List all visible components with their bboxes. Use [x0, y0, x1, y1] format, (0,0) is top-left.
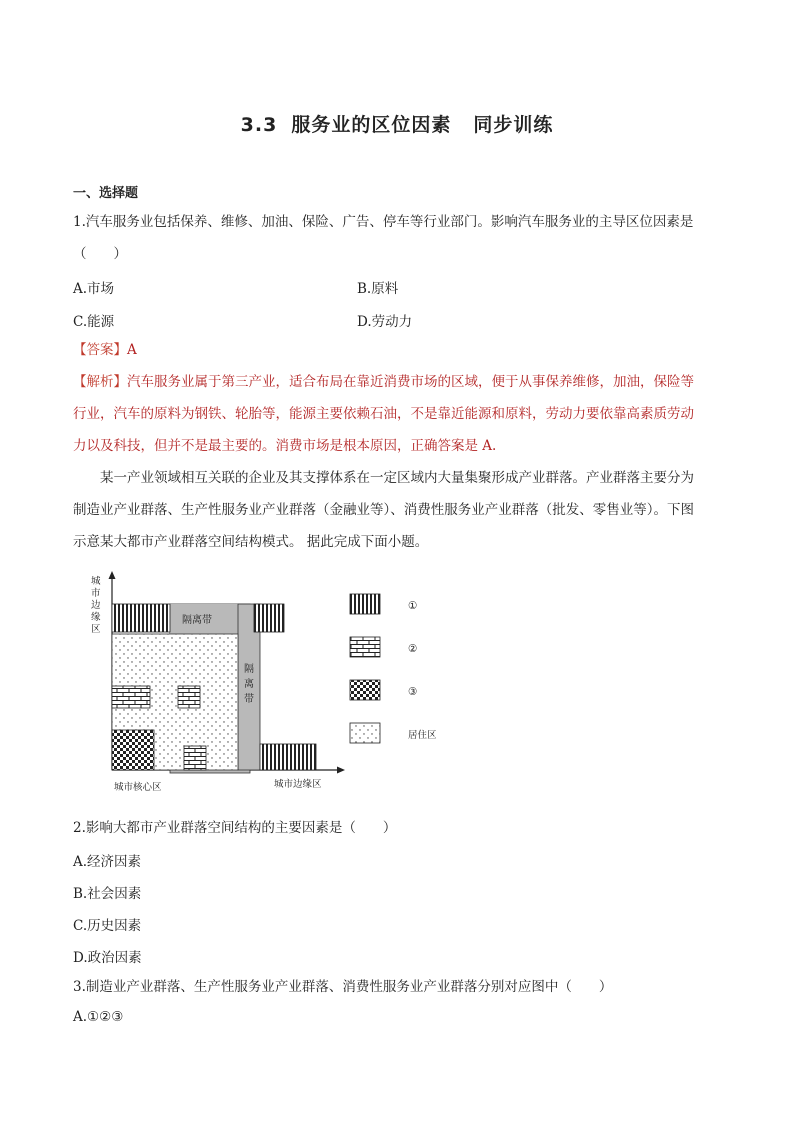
q2-option-b: B.社会因素 [73, 886, 142, 902]
q1-analysis-line1 [73, 372, 694, 392]
title-topic: 服务业的区位因素 [291, 114, 452, 136]
q1-answer [73, 340, 137, 360]
q1-option-b: B.原料 [357, 281, 399, 297]
q1-stem-line2: （ ） [73, 246, 127, 262]
cluster-2-bottom [184, 746, 206, 770]
x-axis-arrow-icon [337, 767, 345, 774]
section-heading: 一、选择题 [73, 186, 139, 201]
cluster-2-left [112, 686, 150, 708]
answer-tag: 【答案】 [73, 342, 127, 358]
legend-swatch-2 [350, 637, 380, 657]
title-subtitle: 同步训练 [473, 114, 554, 136]
material-line1: 某一产业领域相互关联的企业及其支撑体系在一定区域内大量集聚形成产业群落。产业群落主要分为 [73, 470, 694, 486]
material-line3: 示意某大都市产业群落空间结构模式。 据此完成下面小题。 [73, 534, 429, 550]
origin-label: 城市核心区 [114, 782, 162, 793]
q2-option-c: C.历史因素 [73, 918, 142, 934]
belt-right-label-1: 隔 [244, 664, 254, 675]
legend-label-residential: 居住区 [408, 730, 437, 741]
q1-analysis-line3: 力以及科技，但并不是最主要的。消费市场是根本原因，正确答案是 A. [73, 438, 497, 454]
belt-right-label-3: 带 [244, 694, 254, 705]
analysis-tag: 【解析】 [73, 374, 127, 390]
legend-swatch-1 [350, 594, 380, 614]
legend-label-3: ③ [408, 686, 418, 698]
q3-option-a: A.①②③ [73, 1009, 124, 1025]
q1-option-c: C.能源 [73, 314, 115, 330]
legend [350, 594, 437, 743]
title-number: 3.3 [240, 114, 278, 136]
cluster-2-center [178, 686, 200, 708]
cluster-structure-diagram [78, 568, 448, 798]
y-axis-label-4: 缘 [91, 612, 101, 623]
answer-value: A [127, 342, 137, 358]
page-title [0, 110, 794, 137]
q1-analysis-line2: 行业，汽车的原料为钢铁、轮胎等，能源主要依赖石油，不是靠近能源和原料，劳动力要依靠高素质劳动 [73, 406, 694, 422]
y-axis-label-5: 区 [91, 624, 101, 635]
cluster-1-top [112, 604, 170, 632]
material-line2: 制造业产业群落、生产性服务业产业群落（金融业等）、消费性服务业产业群落（批发、零售业等）。下图 [73, 502, 694, 518]
cluster-1-right [260, 744, 316, 770]
legend-swatch-3 [350, 680, 380, 700]
y-axis-label-1: 城 [91, 576, 101, 587]
q3-stem: 3.制造业产业群落、生产性服务业产业群落、消费性服务业产业群落分别对应图中（ ） [73, 979, 613, 995]
y-axis-arrow-icon [109, 571, 116, 579]
cluster-3-core [112, 730, 154, 770]
q2-stem: 2.影响大都市产业群落空间结构的主要因素是（ ） [73, 820, 397, 836]
legend-label-2: ② [408, 643, 418, 655]
q2-option-a: A.经济因素 [73, 854, 142, 870]
belt-right-label-2: 离 [244, 679, 254, 690]
q1-stem-line1: 1.汽车服务业包括保养、维修、加油、保险、广告、停车等行业部门。影响汽车服务业的主导区位因素是 [73, 214, 694, 230]
cluster-1-corner [254, 604, 284, 632]
q2-option-d: D.政治因素 [73, 950, 142, 966]
q1-option-a: A.市场 [73, 281, 115, 297]
belt-top-label: 隔离带 [182, 615, 212, 626]
y-axis-label-3: 边 [91, 600, 101, 611]
analysis-text1: 汽车服务业属于第三产业，适合布局在靠近消费市场的区域，便于从事保养维修，加油，保险等 [127, 374, 694, 390]
x-axis-label: 城市边缘区 [274, 779, 322, 790]
legend-label-1: ① [408, 600, 418, 612]
y-axis-label-2: 市 [91, 588, 101, 599]
legend-swatch-residential [350, 723, 380, 743]
q1-option-d: D.劳动力 [357, 314, 413, 330]
